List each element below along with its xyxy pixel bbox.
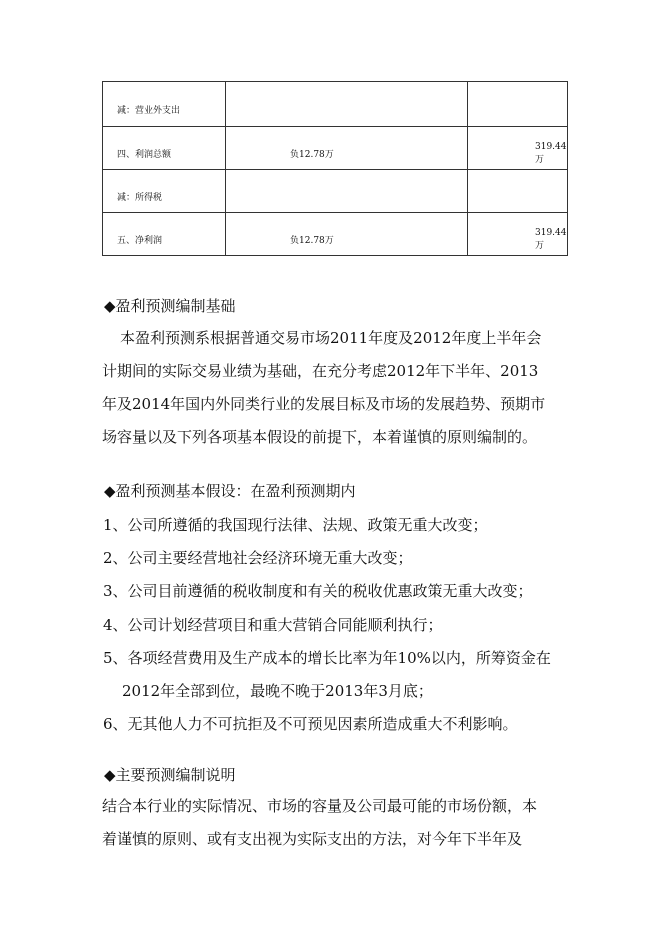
- row-label: 减：营业外支出: [103, 82, 226, 127]
- list-item: 6、无其他人力不可抗拒及不可预见因素所造成重大不利影响。: [103, 715, 518, 733]
- row-label: 四、利润总额: [103, 127, 226, 170]
- value-cell: [468, 82, 568, 127]
- row-label: 减：所得税: [103, 170, 226, 213]
- paragraph-notes: [102, 790, 572, 856]
- table-row: [103, 213, 568, 256]
- list-item: 3、公司目前遵循的税收制度和有关的税收优惠政策无重大改变；: [103, 582, 533, 600]
- value-cell: [226, 82, 468, 127]
- paragraph-line: 本盈利预测系根据普通交易市场2011年度及2012年度上半年会: [120, 329, 542, 347]
- paragraph-line: 场容量以及下列各项基本假设的前提下，本着谨慎的原则编制的。: [102, 428, 538, 446]
- section-heading-notes: ◆主要预测编制说明: [104, 766, 236, 784]
- list-item-continuation: 2012年全部到位，最晚不晚于2013年3月底；: [122, 682, 433, 700]
- value-cell: 319.44万: [468, 213, 568, 256]
- row-label: 五、净利润: [103, 213, 226, 256]
- section-heading-basis: ◆盈利预测编制基础: [104, 297, 236, 315]
- paragraph-basis: [102, 322, 572, 454]
- list-item: 1、公司所遵循的我国现行法律、法规、政策无重大改变；: [103, 516, 488, 534]
- table-row: [103, 127, 568, 170]
- value-cell: 319.44万: [468, 127, 568, 170]
- paragraph-line: 结合本行业的实际情况、市场的容量及公司最可能的市场份额，本: [102, 797, 538, 815]
- value-cell: 负12.78万: [226, 213, 468, 256]
- paragraph-line: 着谨慎的原则、或有支出视为实际支出的方法，对今年下半年及: [102, 830, 523, 848]
- value-cell: [226, 170, 468, 213]
- list-item: 5、各项经营费用及生产成本的增长比率为年10%以内，所筹资金在: [103, 649, 551, 667]
- table-row: [103, 170, 568, 213]
- paragraph-line: 计期间的实际交易业绩为基础，在充分考虑2012年下半年、2013: [102, 362, 539, 380]
- value-cell: 负12.78万: [226, 127, 468, 170]
- table-row: [103, 82, 568, 127]
- list-item: 2、公司主要经营地社会经济环境无重大改变；: [103, 549, 413, 567]
- value-cell: [468, 170, 568, 213]
- list-item: 4、公司计划经营项目和重大营销合同能顺利执行；: [103, 616, 443, 634]
- profit-table: [102, 81, 568, 256]
- paragraph-line: 年及2014年国内外同类行业的发展目标及市场的发展趋势、预期市: [102, 395, 546, 413]
- section-heading-assumptions: ◆盈利预测基本假设：在盈利预测期内: [104, 482, 356, 500]
